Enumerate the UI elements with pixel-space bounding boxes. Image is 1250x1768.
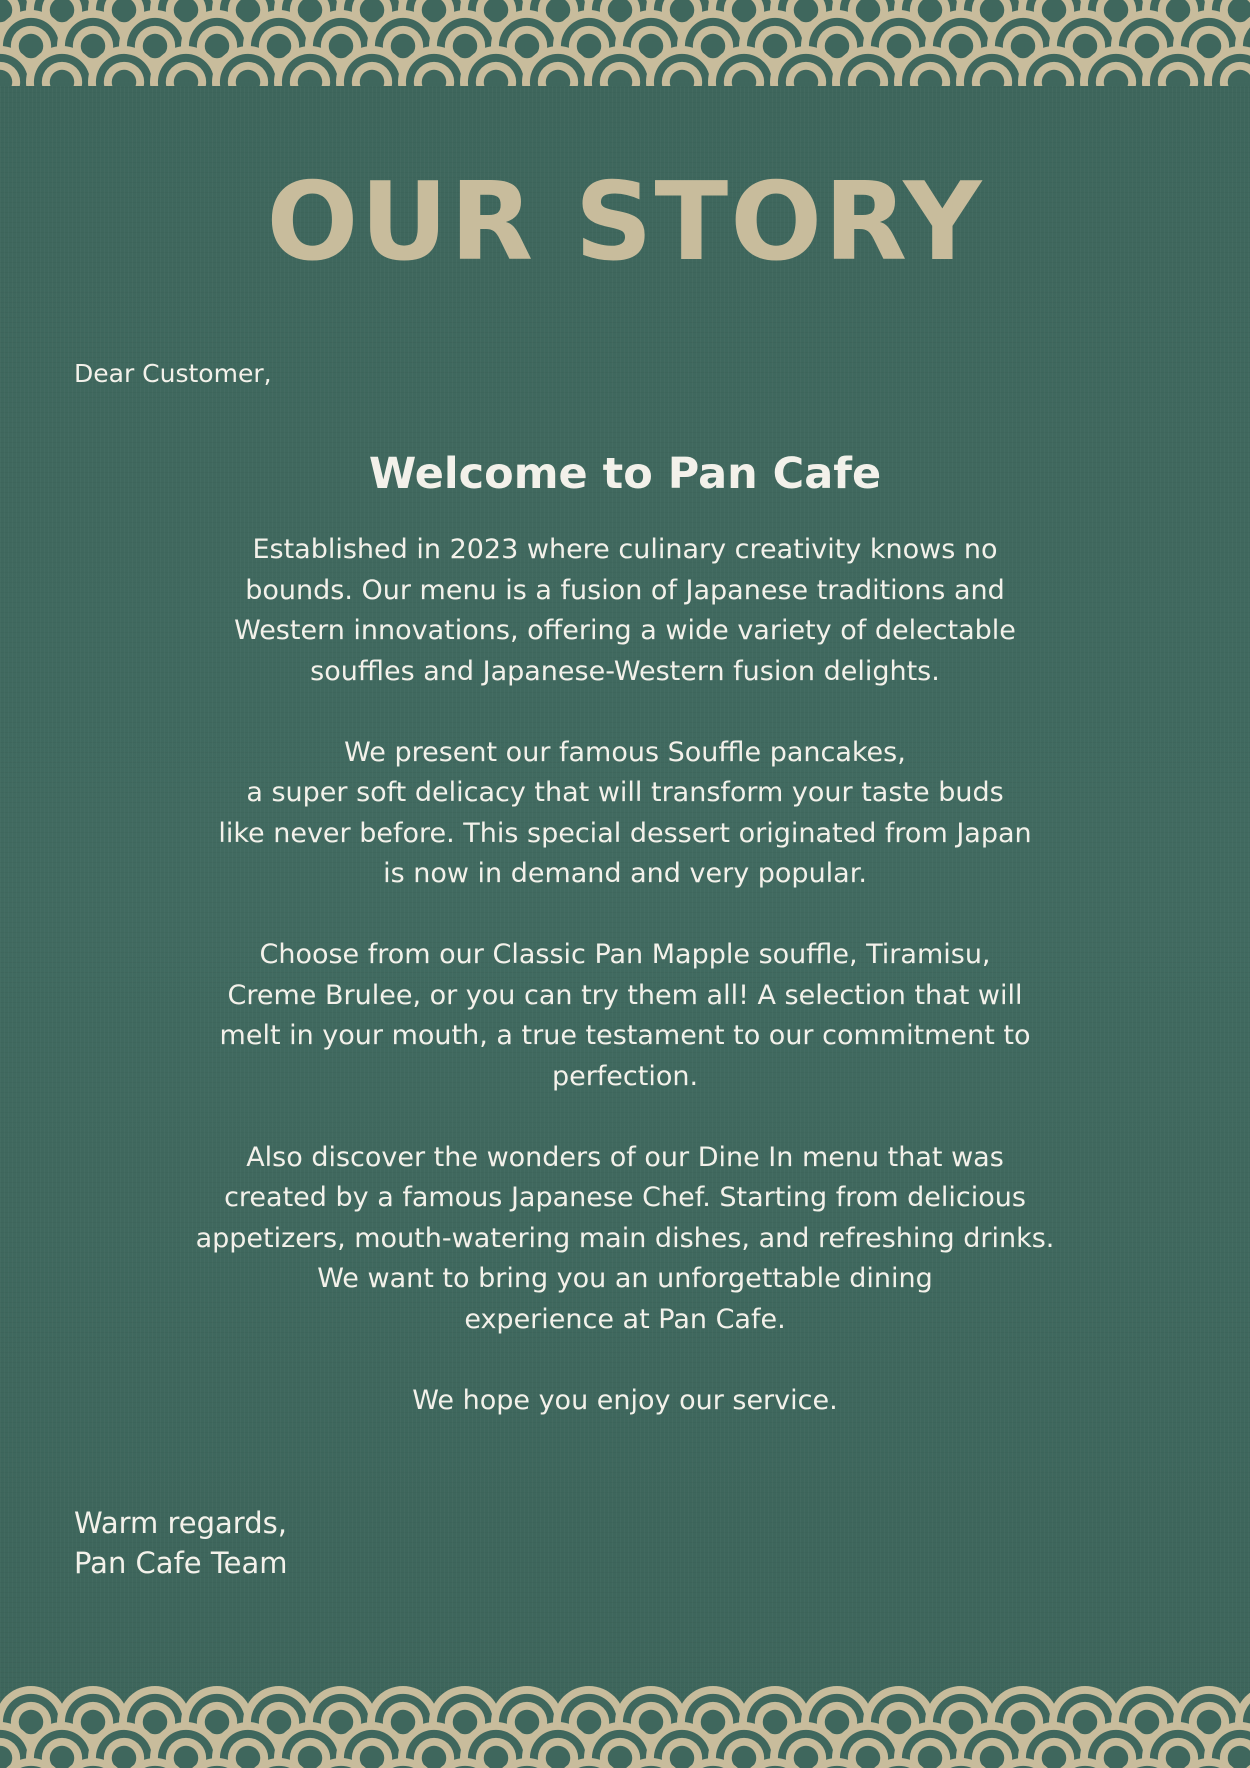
- bottom-wave-border: [0, 1682, 1250, 1768]
- top-wave-border: [0, 0, 1250, 86]
- signoff: [74, 1503, 288, 1583]
- page-title: OUR STORY: [266, 160, 984, 285]
- story-body: [150, 530, 1100, 1421]
- story-paragraph: Established in 2023 where culinary creativity knows no bounds. Our menu is a fusion of Japanese traditions and Western innovations, offering a wide variety of delectable souffles and Japanese-Western fusion delights.: [234, 534, 1016, 687]
- signature: Pan Cafe Team: [74, 1546, 288, 1580]
- story-paragraph: Choose from our Classic Pan Mapple souffle, Tiramisu, Creme Brulee, or you can try them all! A selection that will melt in your mouth, a true testament to our commitment to perfection.: [219, 939, 1031, 1092]
- salutation: Dear Customer,: [74, 359, 272, 388]
- closing-phrase: Warm regards,: [74, 1506, 287, 1540]
- story-paragraph: We present our famous Souffle pancakes, a super soft delicacy that will transform your taste buds like never before. This special dessert originated from Japan is now in demand and very popular.: [218, 736, 1032, 889]
- story-paragraph: Also discover the wonders of our Dine In menu that was created by a famous Japanese Chef. Starting from delicious appetizers, mouth-watering main dishes, and refreshing drinks. We want to bring you an unforgettable dining experience at Pan Cafe.: [195, 1141, 1055, 1335]
- closing-line: We hope you enjoy our service.: [412, 1384, 838, 1416]
- welcome-heading: Welcome to Pan Cafe: [368, 449, 882, 499]
